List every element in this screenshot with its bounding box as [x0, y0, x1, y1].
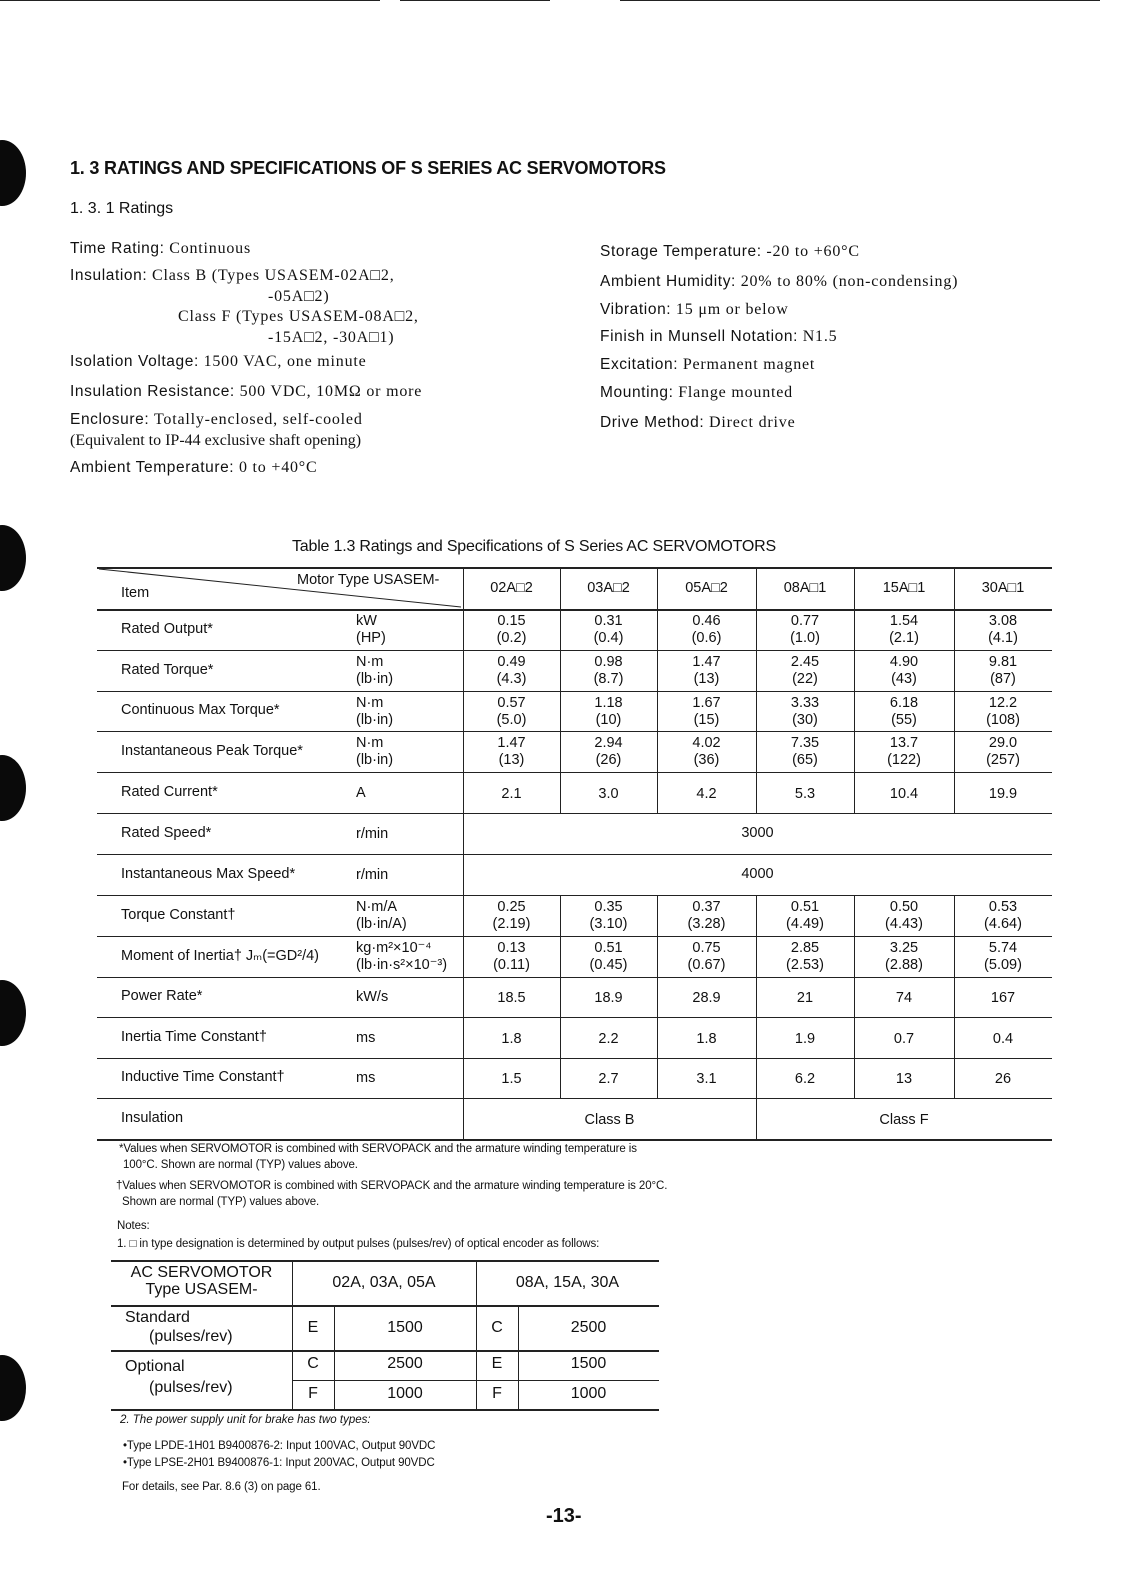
value-cell-paren: (26): [595, 752, 622, 768]
value-cell-paren: (0.6): [691, 630, 722, 646]
value-cell: 12.2: [988, 695, 1018, 711]
row-unit-1: kW/s: [356, 989, 389, 1005]
col-header-3: 05A□2: [685, 580, 728, 596]
spec-enclosure-line2: (Equivalent to IP-44 exclusive shaft opening): [70, 432, 362, 449]
value-cell: 1.47: [692, 654, 721, 670]
enc-std-b-code: C: [491, 1319, 503, 1336]
row-unit-2: (HP): [356, 630, 386, 646]
binder-hole: [0, 140, 26, 206]
value-cell: 0.35: [594, 899, 623, 915]
enc-std-a-code: E: [307, 1319, 319, 1336]
value-cell: 5.74: [988, 940, 1018, 956]
value-cell: 6.18: [889, 695, 919, 711]
value-cell: 19.9: [988, 785, 1018, 802]
col-header-6: 30A□1: [981, 580, 1025, 596]
row-unit-1: kW: [356, 613, 377, 629]
row-unit-1: kg·m²×10⁻⁴: [356, 940, 432, 956]
binder-hole: [0, 525, 26, 591]
value-cell: 4.90: [889, 654, 919, 670]
enc-optional-line2: (pulses/rev): [149, 1379, 233, 1396]
section-title: 1. 3 RATINGS AND SPECIFICATIONS OF S SERIES AC SERVOMOTORS: [70, 158, 666, 178]
row-label: Instantaneous Peak Torque*: [121, 742, 303, 759]
value-cell: 2.94: [594, 735, 623, 751]
span-class-f: Class F: [879, 1111, 929, 1128]
row-label: Torque Constant†: [121, 906, 236, 923]
value-cell-paren: (4.49): [786, 916, 824, 932]
value-cell-paren: (1.0): [790, 630, 820, 646]
enc-header-line1: AC SERVOMOTOR: [130, 1264, 273, 1281]
table-header-rule: [97, 609, 1052, 611]
enc-header-line2: Type USASEM-: [145, 1281, 258, 1298]
value-cell: 0.51: [790, 899, 820, 915]
row-label: Rated Speed*: [121, 824, 212, 841]
table-row-rule: [97, 650, 1052, 651]
value-cell: 4.2: [696, 785, 717, 802]
enc-opt1-b-code: E: [491, 1355, 503, 1372]
page-number: -13-: [546, 1505, 582, 1527]
enc-optional-line1: Optional: [125, 1358, 185, 1375]
value-cell: 21: [796, 990, 814, 1006]
row-unit-1: N·m: [356, 735, 384, 751]
footnote-dagger-line2: Shown are normal (TYP) values above.: [122, 1196, 320, 1208]
value-cell-paren: (4.1): [988, 630, 1018, 646]
value-cell: 3.1: [696, 1071, 717, 1087]
spec-time-rating: Time Rating: Continuous: [70, 240, 252, 257]
value-cell-paren: (0.4): [593, 630, 624, 646]
table-row-rule: [97, 813, 1052, 814]
enc-opt1-a-code: C: [307, 1355, 319, 1372]
table-row-rule: [97, 1058, 1052, 1059]
enc-standard-line2: (pulses/rev): [149, 1328, 233, 1345]
enc-std-b-val: 2500: [570, 1319, 607, 1336]
value-cell-paren: (36): [693, 752, 720, 768]
col-header-1: 02A□2: [490, 580, 533, 596]
row-label: Power Rate*: [121, 988, 203, 1004]
enc-standard-line1: Standard: [125, 1309, 190, 1326]
value-cell: 2.2: [598, 1030, 619, 1047]
spec-enclosure: Enclosure: Totally-enclosed, self-cooled: [70, 411, 363, 428]
enc-opt1-b-val: 1500: [570, 1355, 607, 1372]
value-cell: 0.25: [497, 899, 526, 915]
spec-storage-temperature: Storage Temperature: -20 to +60°C: [600, 243, 860, 260]
value-cell-paren: (10): [595, 712, 622, 728]
row-unit-2: (lb·in): [356, 752, 394, 768]
spec-insulation: Insulation: Class B (Types USASEM-02A□2,: [70, 267, 395, 284]
row-unit-1: ms: [356, 1070, 376, 1086]
value-cell: 0.4: [992, 1030, 1014, 1047]
table-row-rule: [97, 772, 1052, 773]
value-cell: 13.7: [889, 735, 919, 751]
enc-opt2-a-val: 1000: [387, 1385, 423, 1402]
value-cell: 13: [895, 1071, 913, 1087]
value-cell: 2.7: [598, 1071, 619, 1087]
value-cell: 1.18: [594, 695, 623, 711]
note-1: 1. □ in type designation is determined by output pulses (pulses/rev) of optical encoder as follows:: [117, 1238, 600, 1250]
footnote-star-line2: 100°C. Shown are normal (TYP) values above.: [123, 1159, 358, 1171]
row-unit-1: ms: [356, 1029, 376, 1046]
row-label: Rated Current*: [121, 783, 218, 800]
value-cell: 3.0: [598, 785, 619, 802]
value-cell: 0.77: [790, 613, 820, 629]
value-cell: 2.45: [790, 654, 820, 670]
value-cell: 26: [994, 1071, 1012, 1087]
value-cell: 3.08: [988, 613, 1018, 629]
value-cell: 1.47: [497, 735, 526, 751]
col-header-2: 03A□2: [587, 580, 630, 596]
value-cell-paren: (5.0): [496, 712, 527, 728]
value-cell: 1.5: [501, 1071, 522, 1087]
value-cell-paren: (87): [990, 671, 1016, 687]
subsection-title: 1. 3. 1 Ratings: [70, 200, 174, 217]
value-cell-paren: (2.88): [885, 957, 923, 973]
note-2-title: 2. The power supply unit for brake has two types:: [120, 1414, 371, 1426]
footnote-star-line1: *Values when SERVOMOTOR is combined with SERVOPACK and the armature winding temperature is: [119, 1143, 637, 1155]
value-cell: 1.9: [794, 1030, 816, 1047]
span-value: 4000: [741, 865, 774, 882]
value-cell: 0.51: [594, 940, 623, 956]
rule: [111, 1305, 659, 1307]
row-label: Insulation: [121, 1109, 184, 1126]
value-cell-paren: (3.10): [589, 916, 628, 932]
value-cell: 4.02: [692, 735, 721, 751]
value-cell-paren: (55): [891, 712, 917, 728]
table-top-rule: [97, 567, 1052, 569]
value-cell: 1.54: [889, 613, 919, 629]
enc-std-a-val: 1500: [387, 1319, 423, 1336]
value-cell: 0.15: [497, 613, 526, 629]
value-cell: 28.9: [692, 990, 721, 1006]
table-caption: Table 1.3 Ratings and Specifications of S Series AC SERVOMOTORS: [292, 538, 776, 555]
row-unit-1: A: [356, 784, 366, 801]
col-header-5: 15A□1: [882, 580, 926, 596]
value-cell: 0.98: [594, 654, 623, 670]
value-cell-paren: (0.11): [493, 957, 530, 973]
value-cell: 9.81: [988, 654, 1018, 670]
note-2-details: For details, see Par. 8.6 (3) on page 61.: [122, 1481, 321, 1493]
enc-group-a: 02A, 03A, 05A: [332, 1274, 436, 1291]
binder-hole: [0, 980, 26, 1046]
row-unit-2: (lb·in): [356, 671, 394, 687]
spec-finish: Finish in Munsell Notation: N1.5: [600, 328, 838, 345]
value-cell-paren: (5.09): [984, 957, 1022, 973]
enc-opt2-b-code: F: [492, 1385, 502, 1402]
value-cell: 1.67: [692, 695, 721, 711]
value-cell: 0.75: [692, 940, 721, 956]
value-cell-paren: (65): [792, 752, 818, 768]
value-cell-paren: (122): [887, 752, 921, 768]
spec-insulation-resistance: Insulation Resistance: 500 VDC, 10MΩ or more: [70, 383, 423, 400]
value-cell: 0.31: [594, 613, 623, 629]
table-row-rule: [97, 854, 1052, 855]
top-edge-line: [620, 0, 1100, 1]
value-cell-paren: (2.53): [786, 957, 824, 973]
value-cell: 6.2: [794, 1071, 816, 1087]
row-unit-1: r/min: [356, 825, 389, 842]
value-cell: 0.13: [497, 940, 526, 956]
rule: [111, 1260, 659, 1262]
row-label: Inertia Time Constant†: [121, 1028, 267, 1045]
rule: [111, 1409, 659, 1411]
value-cell-paren: (4.3): [496, 671, 527, 687]
value-cell-paren: (4.43): [885, 916, 923, 932]
table-row-rule: [97, 936, 1052, 937]
value-cell: 0.50: [889, 899, 919, 915]
value-cell: 1.8: [501, 1030, 522, 1047]
spec-ambient-temperature: Ambient Temperature: 0 to +40°C: [70, 459, 318, 476]
value-cell: 167: [990, 990, 1016, 1006]
spec-ambient-humidity: Ambient Humidity: 20% to 80% (non-condensing): [600, 273, 959, 290]
span-class-b: Class B: [584, 1111, 635, 1128]
value-cell-paren: (0.67): [687, 957, 726, 973]
value-cell: 10.4: [889, 785, 919, 802]
row-unit-1: r/min: [356, 866, 389, 883]
value-cell: 29.0: [988, 735, 1018, 751]
value-cell: 5.3: [794, 785, 816, 802]
row-unit-2: (lb·in): [356, 712, 394, 728]
value-cell: 3.25: [889, 940, 919, 956]
value-cell: 0.37: [692, 899, 721, 915]
table-row-rule: [97, 895, 1052, 896]
table-row-rule: [97, 731, 1052, 732]
header-item: Item: [121, 585, 150, 601]
note-2-line2: •Type LPSE-2H01 B9400876-1: Input 200VAC, Output 90VDC: [123, 1457, 435, 1469]
header-motor-type: Motor Type USASEM-: [297, 572, 440, 588]
binder-hole: [0, 1355, 26, 1421]
value-cell: 2.1: [501, 785, 522, 802]
value-cell-paren: (22): [792, 671, 818, 687]
value-cell-paren: (3.28): [687, 916, 726, 932]
value-cell: 0.7: [893, 1030, 915, 1047]
encoder-table: [111, 1260, 659, 1410]
notes-label: Notes:: [117, 1220, 150, 1232]
top-edge-line: [400, 0, 550, 1]
value-cell-paren: (4.64): [984, 916, 1022, 932]
table-row-rule: [97, 977, 1052, 978]
value-cell-paren: (108): [986, 712, 1020, 728]
binder-hole: [0, 755, 26, 821]
enc-opt2-a-code: F: [308, 1385, 318, 1402]
note-2-line1: •Type LPDE-1H01 B9400876-2: Input 100VAC, Output 90VDC: [123, 1440, 436, 1452]
enc-header-label: [111, 1264, 292, 1298]
value-cell-paren: (30): [792, 712, 818, 728]
row-label: Instantaneous Max Speed*: [121, 865, 296, 882]
value-cell: 74: [895, 990, 913, 1006]
value-cell: 18.5: [497, 990, 526, 1006]
spec-drive-method: Drive Method: Direct drive: [600, 414, 796, 431]
spec-insulation-line4: -15A□2, -30A□1): [268, 329, 395, 346]
spec-excitation: Excitation: Permanent magnet: [600, 356, 816, 373]
value-cell-paren: (43): [891, 671, 917, 687]
enc-opt2-b-val: 1000: [570, 1385, 607, 1402]
spec-insulation-line3: Class F (Types USASEM-08A□2,: [178, 308, 419, 325]
enc-standard-label: [125, 1308, 233, 1346]
value-cell-paren: (13): [498, 752, 525, 768]
ratings-table: [97, 567, 1052, 1139]
row-unit-1: N·m: [356, 695, 384, 711]
value-cell: 2.85: [790, 940, 820, 956]
value-cell: 0.46: [692, 613, 721, 629]
top-edge-line: [0, 0, 380, 1]
row-label: Rated Torque*: [121, 661, 214, 678]
table-row-rule: [97, 1098, 1052, 1099]
value-cell-paren: (0.2): [496, 630, 527, 646]
row-unit-1: N·m/A: [356, 899, 398, 915]
row-unit-2: (lb·in·s²×10⁻³): [356, 957, 448, 973]
table-row-rule: [97, 691, 1052, 692]
span-value: 3000: [741, 824, 774, 841]
table-bottom-rule: [97, 1139, 1052, 1141]
value-cell-paren: (2.1): [889, 630, 919, 646]
enc-opt1-a-val: 2500: [387, 1355, 423, 1372]
value-cell-paren: (0.45): [589, 957, 628, 973]
value-cell-paren: (8.7): [593, 671, 624, 687]
col-header-4: 08A□1: [783, 580, 827, 596]
value-cell-paren: (2.19): [492, 916, 531, 932]
row-label: Rated Output*: [121, 620, 213, 637]
rule: [111, 1350, 659, 1352]
table-row-rule: [97, 1017, 1052, 1018]
footnote-dagger-line1: †Values when SERVOMOTOR is combined with SERVOPACK and the armature winding temperature is 20°C.: [116, 1180, 668, 1192]
value-cell: 0.53: [988, 899, 1018, 915]
value-cell: 0.49: [497, 654, 526, 670]
value-cell: 0.57: [497, 695, 526, 711]
value-cell: 18.9: [594, 990, 623, 1006]
row-unit-2: (lb·in/A): [356, 916, 407, 932]
spec-mounting: Mounting: Flange mounted: [600, 384, 793, 401]
row-label: Continuous Max Torque*: [121, 702, 280, 718]
spec-vibration: Vibration: 15 μm or below: [600, 301, 789, 318]
enc-group-b: 08A, 15A, 30A: [515, 1274, 620, 1291]
value-cell-paren: (13): [693, 671, 720, 687]
spec-insulation-line2: -05A□2): [268, 288, 330, 305]
value-cell-paren: (257): [986, 752, 1020, 768]
row-label: Inductive Time Constant†: [121, 1069, 285, 1085]
value-cell: 7.35: [790, 735, 820, 751]
spec-isolation-voltage: Isolation Voltage: 1500 VAC, one minute: [70, 353, 367, 370]
table-col-rule: [463, 567, 464, 1139]
value-cell: 1.8: [696, 1030, 717, 1047]
value-cell: 3.33: [790, 695, 820, 711]
row-unit-1: N·m: [356, 654, 384, 670]
row-label: Moment of Inertia† Jₘ(=GD²/4): [121, 947, 320, 964]
value-cell-paren: (15): [693, 712, 720, 728]
enc-optional-label: [125, 1356, 233, 1398]
